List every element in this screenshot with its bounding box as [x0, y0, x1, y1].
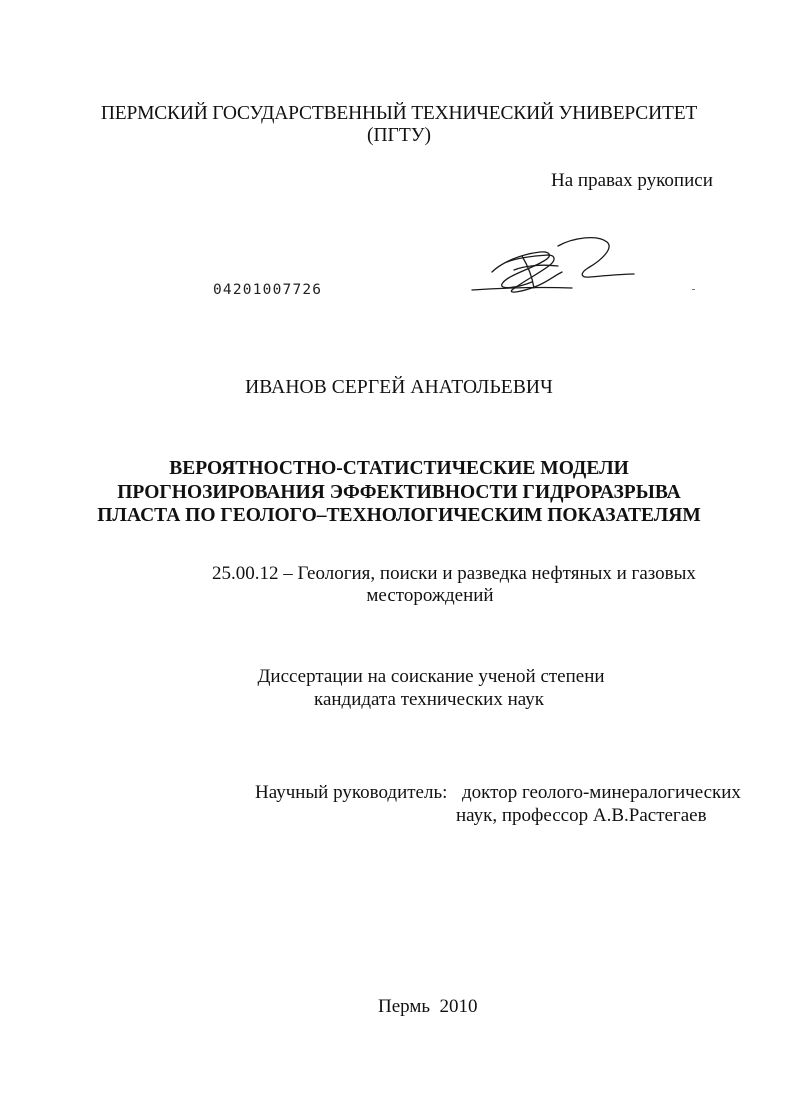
university-name: ПЕРМСКИЙ ГОСУДАРСТВЕННЫЙ ТЕХНИЧЕСКИЙ УНИВЕРСИТЕТ — [100, 103, 698, 124]
signature-icon — [462, 232, 642, 302]
degree-line-1: Диссертации на соискание ученой степени — [257, 666, 605, 687]
signature-stroke-1 — [492, 252, 549, 288]
scan-speck — [692, 289, 695, 290]
signature-stroke-4 — [472, 288, 572, 290]
city-year: Пермь 2010 — [378, 996, 478, 1017]
title-line-3: ПЛАСТА ПО ГЕОЛОГО–ТЕХНОЛОГИЧЕСКИМ ПОКАЗАТЕЛЯМ — [97, 505, 701, 526]
author-name: ИВАНОВ СЕРГЕЙ АНАТОЛЬЕВИЧ — [245, 377, 553, 398]
supervisor-label: Научный руководитель: — [255, 782, 448, 803]
supervisor-line-1: доктор геолого-минералогических — [462, 782, 741, 803]
title-line-1: ВЕРОЯТНОСТНО-СТАТИСТИЧЕСКИЕ МОДЕЛИ — [169, 458, 629, 479]
specialty-line-1: 25.00.12 – Геология, поиски и разведка нефтяных и газовых — [212, 563, 696, 584]
signature-stroke-3 — [514, 265, 558, 270]
manuscript-rights-note: На правах рукописи — [551, 170, 713, 191]
university-abbreviation: (ПГТУ) — [366, 125, 432, 146]
title-line-2: ПРОГНОЗИРОВАНИЯ ЭФФЕКТИВНОСТИ ГИДРОРАЗРЫВА — [117, 481, 681, 503]
catalog-code: 04201007726 — [213, 282, 323, 298]
supervisor-line-2: наук, профессор А.В.Растегаев — [456, 805, 707, 826]
dissertation-title — [0, 457, 798, 528]
degree-line-2: кандидата технических наук — [314, 689, 544, 710]
specialty-line-2: месторождений — [366, 585, 494, 606]
signature-stroke-5 — [558, 238, 634, 277]
